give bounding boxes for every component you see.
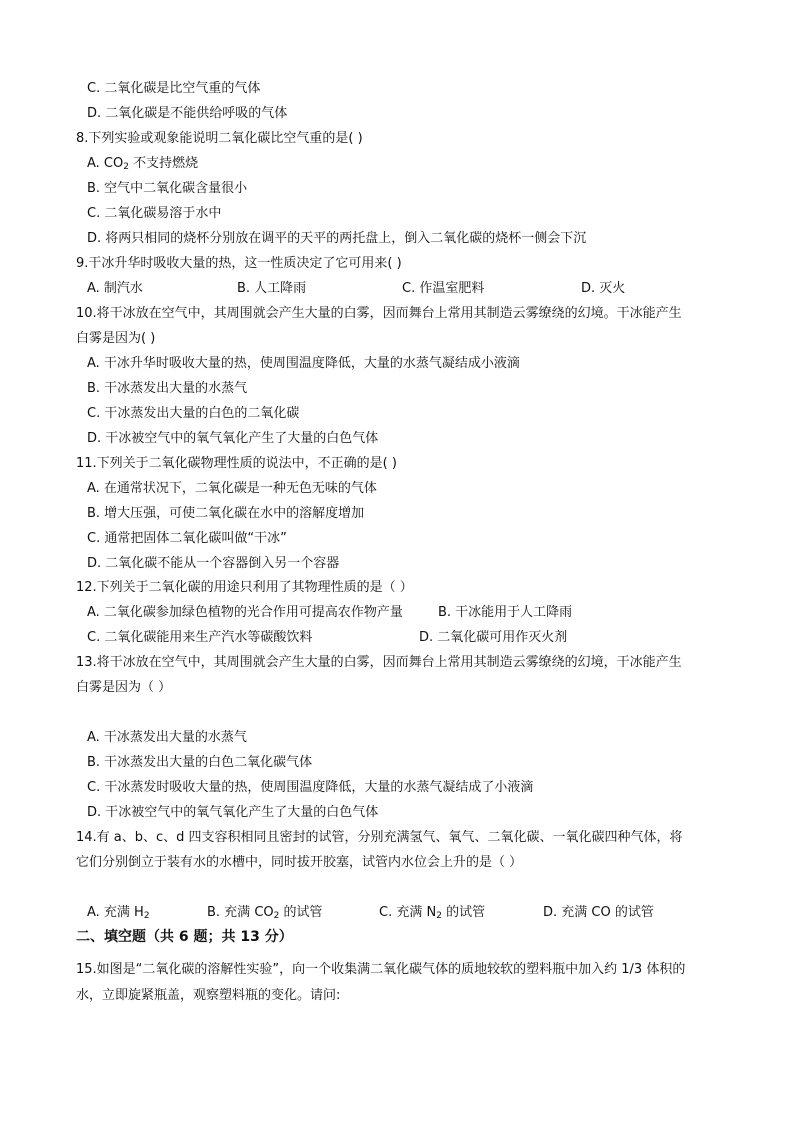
q14-option-d: D. 充满 CO 的试管 [543, 905, 654, 920]
q11-stem: 11.下列关于二氧化碳物理性质的说法中，不正确的是( ) [76, 456, 397, 471]
q8-option-c: C. 二氧化碳易溶于水中 [87, 206, 222, 221]
q13-option-c: C. 干冰蒸发时吸收大量的热，使周围温度降低，大量的水蒸气凝结成了小液滴 [87, 780, 534, 795]
q8-option-a-subscript: 2 [123, 162, 129, 172]
q9-option-c: C. 作温室肥料 [402, 281, 485, 296]
q12-option-c: C. 二氧化碳能用来生产汽水等碳酸饮料 [87, 630, 313, 645]
q15-stem-line2: 水，立即旋紧瓶盖，观察塑料瓶的变化。请问: [76, 988, 341, 1003]
q14-option-a [87, 904, 150, 925]
q8-option-a [87, 155, 198, 176]
q14-option-b-text: B. 充满 CO [207, 905, 274, 920]
q7-option-c: C. 二氧化碳是比空气重的气体 [87, 81, 261, 96]
q14-stem-line1: 14.有 a、b、c、d 四支容积相同且密封的试管，分别充满氢气、氧气、二氧化碳、一氧化碳四种气体，将 [76, 830, 683, 845]
q12-option-d: D. 二氧化碳可用作灭火剂 [419, 630, 568, 645]
q9-option-a: A. 制汽水 [87, 281, 143, 296]
q10-option-d: D. 干冰被空气中的氧气氧化产生了大量的白色气体 [87, 431, 379, 446]
q9-stem: 9.干冰升华时吸收大量的热，这一性质决定了它可用来( ) [76, 256, 402, 271]
q14-option-c-subscript: 2 [436, 911, 442, 921]
q14-stem-line2: 它们分别倒立于装有水的水槽中，同时拔开胶塞，试管内水位会上升的是（ ） [76, 855, 523, 870]
q12-option-b: B. 干冰能用于人工降雨 [438, 605, 573, 620]
q13-stem-line1: 13.将干冰放在空气中，其周围就会产生大量的白雾，因而舞台上常用其制造云雾缭绕的幻境，干冰能产生 [76, 655, 682, 670]
q10-stem-line1: 10.将干冰放在空气中，其周围就会产生大量的白雾，因而舞台上常用其制造云雾缭绕的幻境。干冰能产生 [76, 306, 682, 321]
section-title: 二、填空题（共 6 题；共 13 分） [76, 929, 293, 945]
q8-option-b: B. 空气中二氧化碳含量很小 [87, 181, 248, 196]
q11-option-a: A. 在通常状况下，二氧化碳是一种无色无味的气体 [87, 481, 377, 496]
q14-option-a-subscript: 2 [143, 911, 150, 921]
q11-option-c: C. 通常把固体二氧化碳叫做“干冰” [87, 531, 287, 546]
q13-option-a: A. 干冰蒸发出大量的水蒸气 [87, 730, 247, 745]
q11-option-b: B. 增大压强，可使二氧化碳在水中的溶解度增加 [87, 506, 365, 521]
q8-option-a-rest: 不支持燃烧 [128, 156, 199, 171]
q10-option-c: C. 干冰蒸发出大量的白色的二氧化碳 [87, 406, 300, 421]
q10-stem-line2: 白雾是因为( ) [76, 331, 156, 346]
q9-option-d: D. 灭火 [581, 281, 626, 296]
q10-option-a: A. 干冰升华时吸收大量的热，使周围温度降低，大量的水蒸气凝结成小液滴 [87, 356, 520, 371]
q8-option-a-text: A. CO [87, 156, 124, 171]
q9-option-b: B. 人工降雨 [237, 281, 307, 296]
q13-option-b: B. 干冰蒸发出大量的白色二氧化碳气体 [87, 755, 313, 770]
q14-option-b-subscript: 2 [273, 911, 280, 921]
q14-option-c-rest: 的试管 [441, 905, 486, 920]
q15-stem-line1: 15.如图是“二氧化碳的溶解性实验”，向一个收集满二氧化碳气体的质地较软的塑料瓶中加入约 1/3 体积的 [76, 962, 686, 977]
q14-option-c-text: C. 充满 N [379, 905, 437, 920]
q14-option-a-text: A. 充满 H [87, 905, 144, 920]
q13-option-d: D. 干冰被空气中的氧气氧化产生了大量的白色气体 [87, 805, 379, 820]
q10-option-b: B. 干冰蒸发出大量的水蒸气 [87, 381, 248, 396]
q8-option-d: D. 将两只相同的烧杯分别放在调平的天平的两托盘上，倒入二氧化碳的烧杯一侧会下沉 [87, 231, 587, 246]
q14-option-b [207, 904, 323, 925]
q12-stem: 12.下列关于二氧化碳的用途只利用了其物理性质的是（ ） [76, 580, 413, 595]
q12-option-a: A. 二氧化碳参加绿色植物的光合作用可提高农作物产量 [87, 605, 403, 620]
q14-option-b-rest: 的试管 [279, 905, 323, 920]
q14-option-c [379, 904, 485, 925]
q7-option-d: D. 二氧化碳是不能供给呼吸的气体 [87, 106, 288, 121]
q8-stem: 8.下列实验或观象能说明二氧化碳比空气重的是( ) [76, 131, 363, 146]
q13-stem-line2: 白雾是因为（ ） [76, 680, 172, 695]
q11-option-d: D. 二氧化碳不能从一个容器倒入另一个容器 [87, 556, 340, 571]
